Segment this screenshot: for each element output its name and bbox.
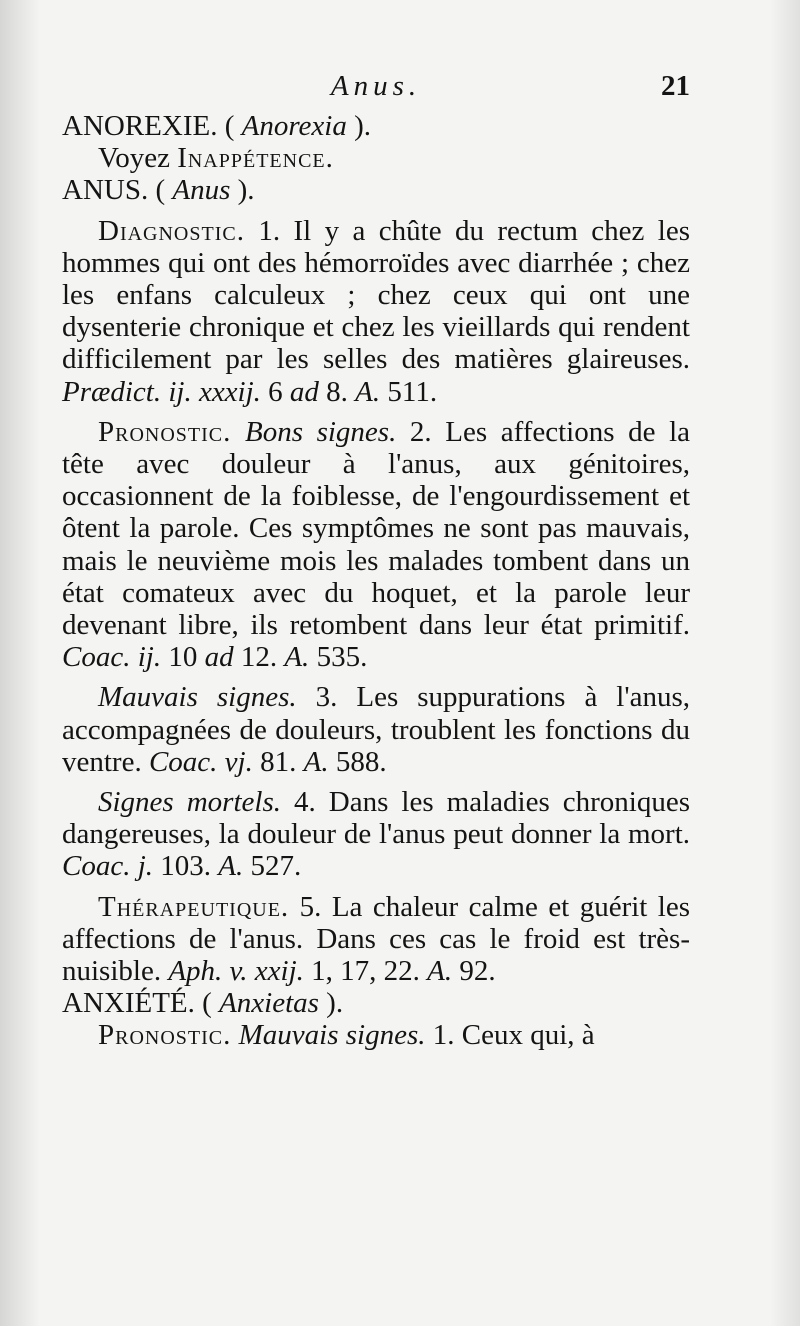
cross-reference: Inappétence. (177, 142, 334, 175)
citation: Coac. vj. (148, 745, 253, 778)
entry-latin-name: Anorexia (241, 110, 347, 142)
running-head: Anus. (330, 70, 422, 102)
section-label: Thérapeutique. (98, 890, 290, 923)
entry-anorexie-see-also: Voyez Inappétence. (98, 142, 334, 175)
citation: Aph. v. xxij. (168, 955, 304, 988)
entry-anus-heading: ANUS. ( Anus ). (62, 174, 255, 207)
signs-label: Mauvais signes. (98, 681, 297, 714)
anus-mauvais-signes-paragraph: Mauvais signes. 3. Les suppurations à l'anus, accompagnées de douleurs, troublent les fonctions du ventre. Coac. vj. 81. A. 588. (62, 681, 691, 778)
section-label: Pronostic. (98, 415, 232, 448)
section-label: Pronostic. (98, 1019, 232, 1052)
entry-anxiete-heading: ANXIÉTÉ. ( Anxietas ). (62, 987, 344, 1020)
entry-anorexie-heading: ANOREXIE. ( Anorexia ). (62, 110, 372, 142)
citation: Coac. j. (62, 850, 154, 883)
anxiete-pronostic-paragraph: Pronostic. Mauvais signes. 1. Ceux qui, à (98, 1019, 595, 1052)
page-header (62, 70, 690, 110)
entry-latin-name: Anxietas (219, 987, 319, 1020)
signs-label: Bons signes. (244, 415, 397, 448)
page-edge-shadow (770, 0, 800, 1326)
signs-label: Signes mortels. (98, 786, 281, 819)
page-text (62, 70, 690, 1052)
entry-title: ANOREXIE. (62, 110, 218, 142)
anus-pronostic-paragraph: Pronostic. Bons signes. 2. Les affections de la tête avec douleur à l'anus, aux génitoires, occasionnent de la foiblesse, de l'engourdissement et ôtent la parole. Ces symptômes ne sont pas mauvais, mais le neuvième mois les malades tombent dans un état comateux avec du hoquet, et la parole leur devenant libre, ils retombent dans leur état primitif. Coac. ij. 10 ad 12. A. 535. (62, 415, 691, 674)
section-label: Diagnostic. (98, 214, 245, 247)
anus-diagnostic-paragraph: Diagnostic. 1. Il y a chûte du rectum chez les hommes qui ont des hémorroïdes avec diarrhée ; chez les enfans calculeux ; chez ceux qui ont une dysenterie chronique et chez les vieillards qui rendent difficilement par les selles des matières glaireuses. Prædict. ij. xxxij. 6 ad 8. A. 511. (62, 214, 691, 408)
entry-title: ANXIÉTÉ. (62, 987, 195, 1020)
anus-therapeutique-paragraph: Thérapeutique. 5. La chaleur calme et guérit les affections de l'anus. Dans ces cas le froid est très-nuisible. Aph. v. xxij. 1, 17, 22. A. 92. (62, 890, 690, 988)
signs-label: Mauvais signes. (238, 1019, 426, 1052)
page-gutter-shadow (0, 0, 40, 1326)
entry-latin-name: Anus (172, 174, 231, 207)
citation: Coac. ij. (62, 641, 162, 674)
entry-title: ANUS. (62, 174, 149, 207)
page-number: 21 (661, 70, 690, 102)
citation: Prædict. ij. xxxij. (62, 375, 261, 408)
anus-signes-mortels-paragraph: Signes mortels. 4. Dans les maladies chroniques dangereuses, la douleur de l'anus peut donner la mort. Coac. j. 103. A. 527. (62, 786, 691, 883)
